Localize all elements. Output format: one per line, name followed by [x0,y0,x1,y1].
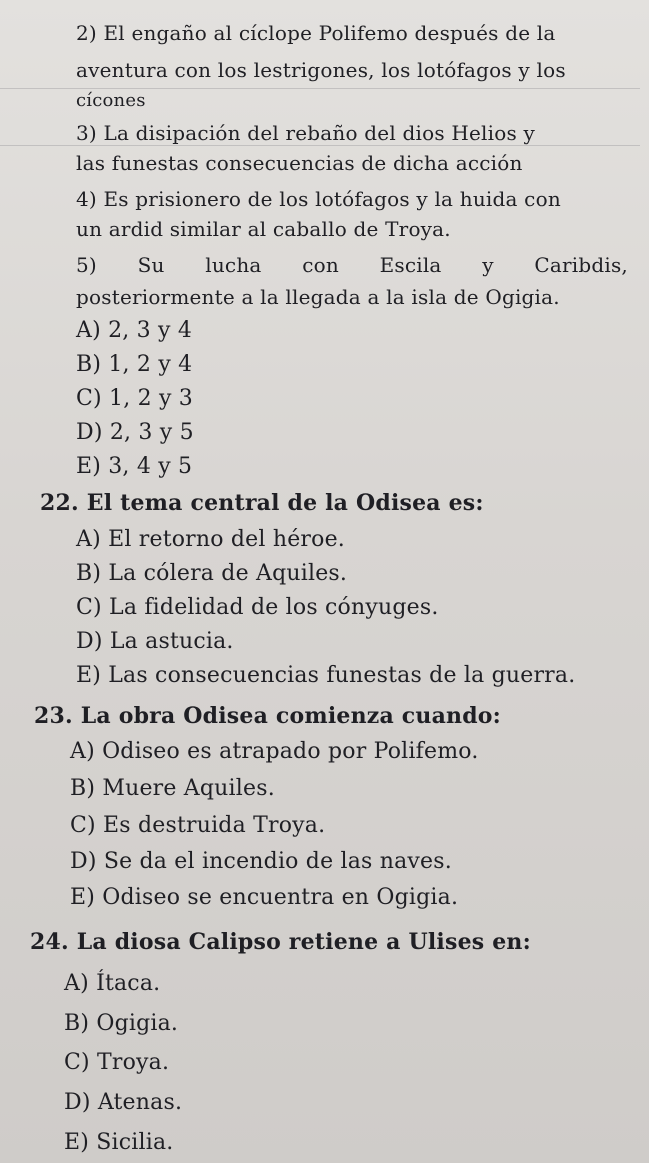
question-23-text: 23. La obra Odisea comienza cuando: [34,703,502,729]
item-5-line-1 [76,252,628,278]
option-e: E) Sicilia. [64,1130,174,1155]
option-d: D) Atenas. [64,1090,183,1115]
item-4-line-2: un ardid similar al caballo de Troya. [76,217,451,241]
item-4-line-1: 4) Es prisionero de los lotófagos y la huida con [76,187,561,211]
item-5-word: y [482,253,494,277]
option-c: C) 1, 2 y 3 [76,386,194,411]
option-e: E) Odiseo se encuentra en Ogigia. [70,885,459,910]
option-a: A) 2, 3 y 4 [76,318,193,343]
item-5-word: Caribdis, [534,253,628,277]
option-c: C) La fidelidad de los cónyuges. [76,595,439,620]
option-a: A) Ítaca. [64,971,161,996]
item-5-word: Su [137,253,165,277]
option-a: A) Odiseo es atrapado por Polifemo. [70,739,479,764]
option-e: E) Las consecuencias funestas de la guerra. [76,663,576,688]
option-b: B) Muere Aquiles. [70,776,275,801]
item-5-line-2: posteriormente a la llegada a la isla de Ogigia. [76,285,560,309]
option-d: D) Se da el incendio de las naves. [70,849,452,874]
item-2-line-2: aventura con los lestrigones, los lotófagos y los [76,58,566,82]
option-c: C) Es destruida Troya. [70,813,326,838]
item-3-line-2: las funestas consecuencias de dicha acción [76,151,523,175]
option-d: D) La astucia. [76,629,234,654]
item-5-word: con [302,253,339,277]
option-b: B) 1, 2 y 4 [76,352,193,377]
question-24-text: 24. La diosa Calipso retiene a Ulises en: [30,929,531,955]
option-e: E) 3, 4 y 5 [76,454,193,479]
option-d: D) 2, 3 y 5 [76,420,194,445]
option-b: B) Ogigia. [64,1011,179,1036]
item-3-line-1: 3) La disipación del rebaño del dios Helios y [76,121,535,145]
item-2-line-1: 2) El engaño al cíclope Polifemo después de la [76,21,556,45]
option-c: C) Troya. [64,1050,170,1075]
option-a: A) El retorno del héroe. [76,527,345,552]
item-5-word: Escila [379,253,442,277]
option-b: B) La cólera de Aquiles. [76,561,348,586]
item-5-word: 5) [76,253,97,277]
item-2-line-3: cícones [76,90,146,111]
item-5-word: lucha [205,253,262,277]
question-22-text: 22. El tema central de la Odisea es: [40,490,484,516]
